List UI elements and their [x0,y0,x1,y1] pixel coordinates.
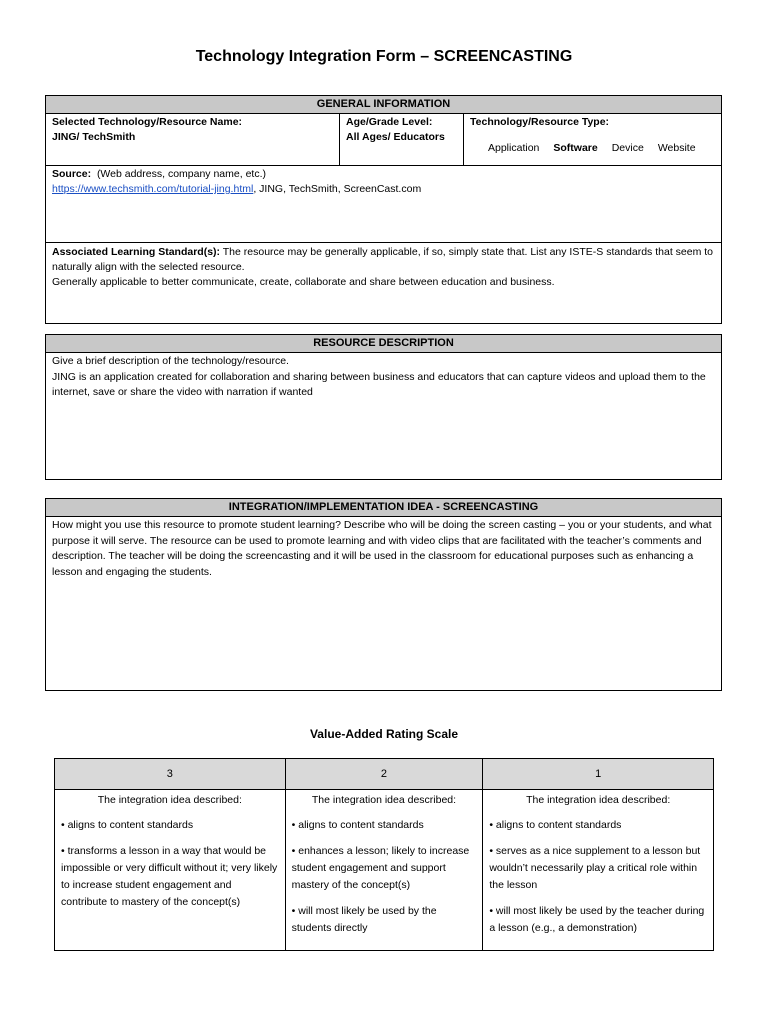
rating-column-3 [55,790,286,951]
rating-item: • will most likely be used by the students directly [291,905,437,934]
rating-header-row [55,759,714,790]
resource-description-header: RESOURCE DESCRIPTION [46,335,721,353]
technology-row [46,114,721,166]
source-label: Source: [52,168,92,180]
standards-prompt: The resource may be generally applicable, if so, simply state that. List any ISTE-S standards that seem to naturally align with the selected resource. [52,246,713,273]
general-information-section [45,95,722,324]
rating-item: • transforms a lesson in a way that would be impossible or very difficult without it; very likely to increase student engagement and contribute to mastery of the concept(s) [61,845,278,908]
technology-name-cell [46,114,340,165]
source-row [46,166,721,243]
rating-item: • will most likely be used by the teacher during a lesson (e.g., a demonstration) [489,905,705,934]
resource-description-prompt: Give a brief description of the technology/resource. [52,355,289,367]
rating-caption: The integration idea described: [97,794,242,806]
rating-body-row [55,790,714,951]
source-hint: (Web address, company name, etc.) [96,168,266,180]
type-software[interactable]: Software [553,142,598,154]
standards-cell [46,243,721,291]
source-rest: , JING, TechSmith, ScreenCast.com [253,183,422,195]
integration-body: How might you use this resource to promote student learning? Describe who will be doing the screen casting – you or your students, and what purpose it will serve. The resource can be used to promote learning and with video clips that are facilitated with the teacher’s comments and description. The teacher will be doing the screencasting and it will be used in the classroom for educational purposes such as enhancing a lesson and engaging the students. [52,519,712,578]
rating-score-3: 3 [55,759,286,790]
resource-description-body [46,353,721,402]
rating-item: • enhances a lesson; likely to increase student engagement and support mastery of the concept(s) [291,845,470,891]
source-cell [46,166,721,242]
source-line [52,167,715,182]
standards-label: Associated Learning Standard(s): [52,246,221,258]
standards-answer: Generally applicable to better communicate, create, collaborate and share between education and business. [52,276,555,288]
rating-column-1 [483,790,714,951]
source-link[interactable]: https://www.techsmith.com/tutorial-jing.html [52,183,254,195]
age-grade-value: All Ages/ Educators [346,131,445,143]
rating-item: • aligns to content standards [61,819,194,831]
rating-item: • serves as a nice supplement to a lesson but wouldn’t necessarily play a critical role within the lesson [489,845,701,891]
type-application[interactable]: Application [488,142,540,154]
rating-caption: The integration idea described: [526,794,671,806]
resource-type-options [470,141,715,156]
source-value [52,182,715,197]
resource-type-label: Technology/Resource Type: [470,116,610,128]
age-grade-label: Age/Grade Level: [346,116,433,128]
rating-item: • aligns to content standards [291,819,424,831]
rating-score-1: 1 [483,759,714,790]
form-title: Technology Integration Form – SCREENCASTING [195,48,573,65]
age-grade-cell [340,114,464,165]
rating-scale-title: Value-Added Rating Scale [309,727,459,741]
rating-scale-table [54,758,714,951]
technology-name-value: JING/ TechSmith [52,131,136,143]
type-device[interactable]: Device [611,142,644,154]
integration-header: INTEGRATION/IMPLEMENTATION IDEA - SCREENCASTING [46,499,721,517]
resource-description-answer: JING is an application created for collaboration and sharing between business and educators that can capture videos and upload them to the internet, save or share the video with narration if wanted [52,370,706,398]
rating-score-2: 2 [285,759,483,790]
rating-column-2 [285,790,483,951]
resource-description-section [45,334,722,480]
rating-caption: The integration idea described: [311,794,457,806]
integration-section [45,498,722,691]
rating-item: • aligns to content standards [489,819,622,831]
resource-type-cell [464,114,721,165]
technology-name-label: Selected Technology/Resource Name: [52,116,243,128]
general-information-header: GENERAL INFORMATION [46,96,721,114]
type-website[interactable]: Website [657,142,696,154]
